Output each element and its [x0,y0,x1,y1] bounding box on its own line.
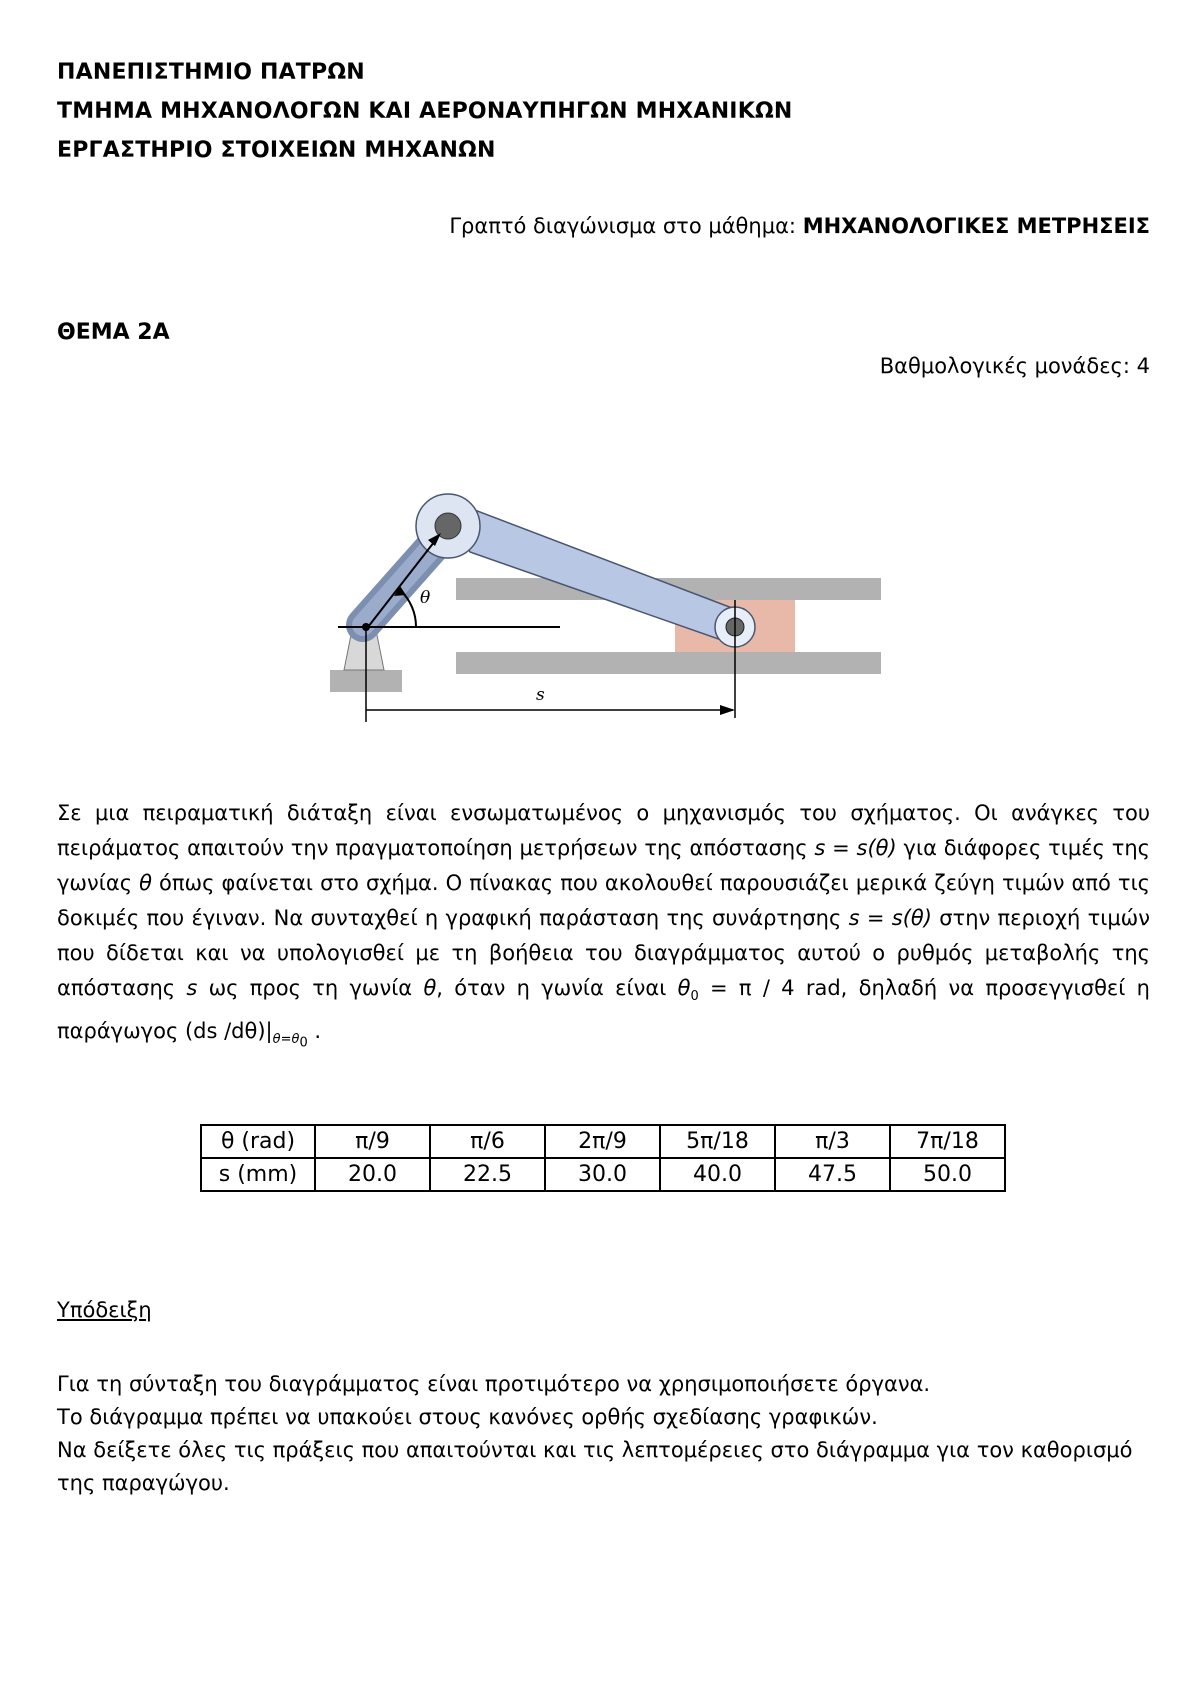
lower-rail [456,652,881,674]
university-name: ΠΑΝΕΠΙΣΤΗΜΙΟ ΠΑΤΡΩΝ [57,60,365,85]
table-cell: 5π/18 [660,1125,775,1158]
hint-title: Υπόδειξη [57,1298,152,1322]
table-cell: 50.0 [890,1158,1005,1191]
lab-name: ΕΡΓΑΣΤΗΡΙΟ ΣΤΟΙΧΕΙΩΝ ΜΗΧΑΝΩΝ [57,138,496,163]
equation-s-theta-2: s = s(θ) [848,906,932,930]
table-cell: 7π/18 [890,1125,1005,1158]
equation-s-theta: s = s(θ) [814,836,897,860]
s-label: s [536,685,545,705]
connecting-rod [438,496,740,643]
table-cell: π/6 [430,1125,545,1158]
course-name: ΜΗΧΑΝΟΛΟΓΙΚΕΣ ΜΕΤΡΗΣΕΙΣ [802,214,1150,238]
exam-title [449,214,1150,238]
table-cell: π/3 [775,1125,890,1158]
department-name: ΤΜΗΜΑ ΜΗΧΑΝΟΛΟΓΩΝ ΚΑΙ ΑΕΡΟΝΑΥΠΗΓΩΝ ΜΗΧΑΝΙΚΩΝ [57,99,793,124]
exam-prefix: Γραπτό διαγώνισμα στο μάθημα: [449,214,796,238]
hint-line-1: Για τη σύνταξη του διαγράμματος είναι προτιμότερο να χρησιμοποιήσετε όργανα. [57,1372,931,1396]
derivative-expression: (ds /dθ)| [184,1019,273,1044]
table-cell: 30.0 [545,1158,660,1191]
hint-line-3: Να δείξετε όλες τις πράξεις που απαιτούνται και τις λεπτομέρειες στο διάγραμμα για τον καθορισμό της παραγώγου. [57,1438,1133,1495]
row-header-theta: θ (rad) [201,1125,315,1158]
table-cell: 47.5 [775,1158,890,1191]
table-cell: 22.5 [430,1158,545,1191]
table-cell: π/9 [315,1125,430,1158]
row-header-s: s (mm) [201,1158,315,1191]
table-cell: 20.0 [315,1158,430,1191]
hint-line-2: Το διάγραμμα πρέπει να υπακούει στους κανόνες ορθής σχεδίασης γραφικών. [57,1405,878,1429]
measurement-table [200,1124,1006,1192]
table-row-theta [201,1125,1005,1158]
mechanism-figure [320,480,900,740]
table-row-s [201,1158,1005,1191]
topic-title: ΘΕΜΑ 2Α [57,320,170,345]
problem-statement: Σε μια πειραματική διάταξη είναι ενσωματωμένος ο μηχανισμός του σχήματος. Οι ανάγκες του πειράματος απαιτούν την πραγματοποίηση μετρήσεων της απόστασης s = s(θ) για διάφορες τιμές της γωνίας θ όπως φαίνεται στο σχήμα. Ο πίνακας που ακολουθεί παρουσιάζει μερικά ζεύγη τιμών από τις δοκιμές που έγιναν. Να συνταχθεί η γραφική παράσταση της συνάρτησης s = s(θ) στην περιοχή τιμών που δίδεται και να υπολογισθεί με τη βοήθεια του διαγράμματος αυτού ο ρυθμός μεταβολής της απόστασης s ως προς τη γωνία θ, όταν η γωνία είναι $\theta_0 = \pi / 4$ rad, δηλαδή να προσεγγισθεί η παράγωγος (ds $/d\theta)|_{\theta=\theta_0}$ . [57,801,1150,1051]
points-label: Βαθμολογικές μονάδες: 4 [879,354,1150,378]
theta-label: θ [420,588,431,608]
table-cell: 40.0 [660,1158,775,1191]
table-cell: 2π/9 [545,1125,660,1158]
